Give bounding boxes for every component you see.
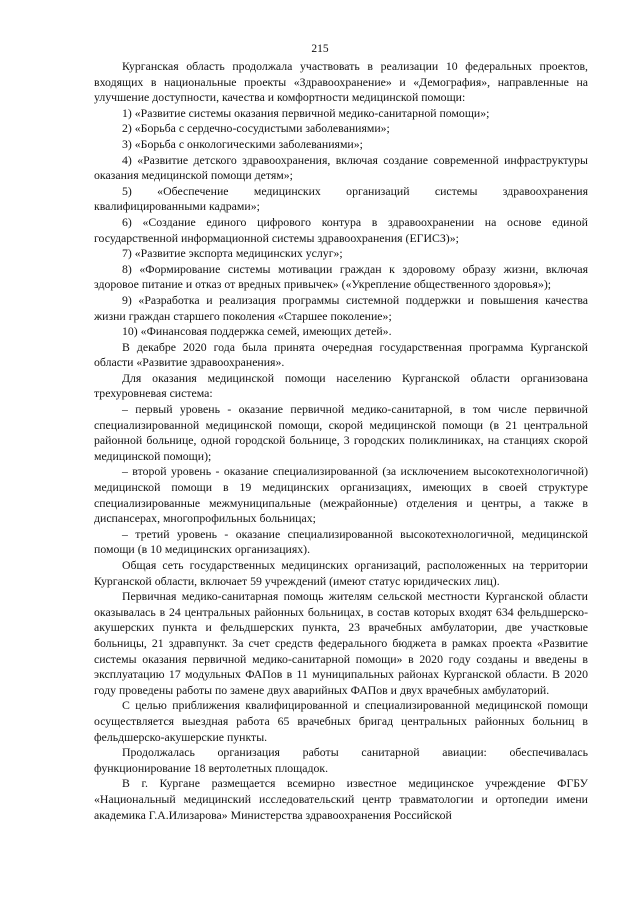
paragraph-mobile-teams: С целью приближения квалифицированной и специализированной медицинской помощи осуществляется выездная работа 65 врачебных бригад центральных районных больниц в фельдшерско-акушерские пункты.: [94, 698, 588, 744]
list-item-4: 4) «Развитие детского здравоохранения, включая создание современной инфраструктуры оказания медицинской помощи детям»;: [94, 152, 588, 183]
document-body: [94, 59, 588, 823]
list-item-8: 8) «Формирование системы мотивации граждан к здоровому образу жизни, включая здоровое питание и отказ от вредных привычек» («Укрепление общественного здоровья»);: [94, 261, 588, 292]
paragraph-rural-care: Первичная медико-санитарная помощь жителям сельской местности Курганской области оказывалась в 24 центральных районных больницах, в состав которых входят 634 фельдшерско-акушерских пункта и фельдшерских пункта, 23 врачебных амбулатории, две участковые больницы, 21 здравпункт. За счет средств федерального бюджета в рамках проекта «Развитие системы оказания первичной медико-санитарной помощи» в 2020 году созданы и введены в эксплуатацию 17 модульных ФАПов в 11 муниципальных районах Курганской области. В 2020 году проведены работы по замене двух аварийных ФАПов и двух врачебных амбулаторий.: [94, 589, 588, 697]
list-item-1: 1) «Развитие системы оказания первичной медико-санитарной помощи»;: [122, 105, 490, 120]
level-item-1: – первый уровень - оказание первичной медико-санитарной, в том числе первичной специализированной медицинской помощи, скорой медицинской помощи (в 21 центральной районной больнице, одной городской больнице, 3 городских поликлиниках, на станциях скорой медицинской помощи);: [94, 402, 588, 463]
paragraph-ilizarov-center: В г. Кургане размещается всемирно известное медицинское учреждение ФГБУ «Национальный медицинский исследовательский центр травматологии и ортопедии имени академика Г.А.Илизарова» Министерства здравоохранения Российской: [94, 776, 588, 822]
page-number: 215: [311, 43, 329, 55]
list-item-10: 10) «Финансовая поддержка семей, имеющих детей».: [122, 324, 392, 339]
level-item-3: – третий уровень - оказание специализированной высокотехнологичной, медицинской помощи (в 10 медицинских организациях).: [94, 526, 588, 557]
list-item-9: 9) «Разработка и реализация программы системной поддержки и повышения качества жизни граждан старшего поколения «Старшее поколение»;: [94, 292, 588, 323]
paragraph-air-ambulance: Продолжалась организация работы санитарной авиации: обеспечивалась функционирование 18 вертолетных площадок.: [94, 745, 588, 775]
list-item-3: 3) «Борьба с онкологическими заболеваниями»;: [122, 136, 363, 151]
list-item-6: 6) «Создание единого цифрового контура в здравоохранении на основе единой государственной информационной системы здравоохранения (ЕГИСЗ)»;: [94, 214, 588, 245]
list-item-7: 7) «Развитие экспорта медицинских услуг»;: [122, 246, 343, 261]
level-item-2: – второй уровень - оказание специализированной (за исключением высокотехнологичной) медицинской помощи в 19 медицинских организациях, имеющих в своей структуре специализированные межмуниципальные (межрайонные) отделения и центры, а также в диспансерах, многопрофильных больницах;: [94, 464, 588, 526]
list-item-5: 5) «Обеспечение медицинских организаций системы здравоохранения квалифицированными кадрами»;: [94, 183, 588, 214]
paragraph-network: Общая сеть государственных медицинских организаций, расположенных на территории Курганской области, включает 59 учреждений (имеют статус юридических лиц).: [94, 558, 588, 588]
paragraph-program: В декабре 2020 года была принята очередная государственная программа Курганской области «Развитие здравоохранения».: [94, 339, 588, 370]
list-item-2: 2) «Борьба с сердечно-сосудистыми заболеваниями»;: [122, 121, 390, 136]
paragraph-system: Для оказания медицинской помощи населению Курганской области организована трехуровневая система:: [94, 370, 588, 401]
paragraph-intro: Курганская область продолжала участвовать в реализации 10 федеральных проектов, входящих в национальные проекты «Здравоохранение» и «Демография», направленные на улучшение доступности, качества и комфортности медицинской помощи:: [94, 59, 588, 105]
